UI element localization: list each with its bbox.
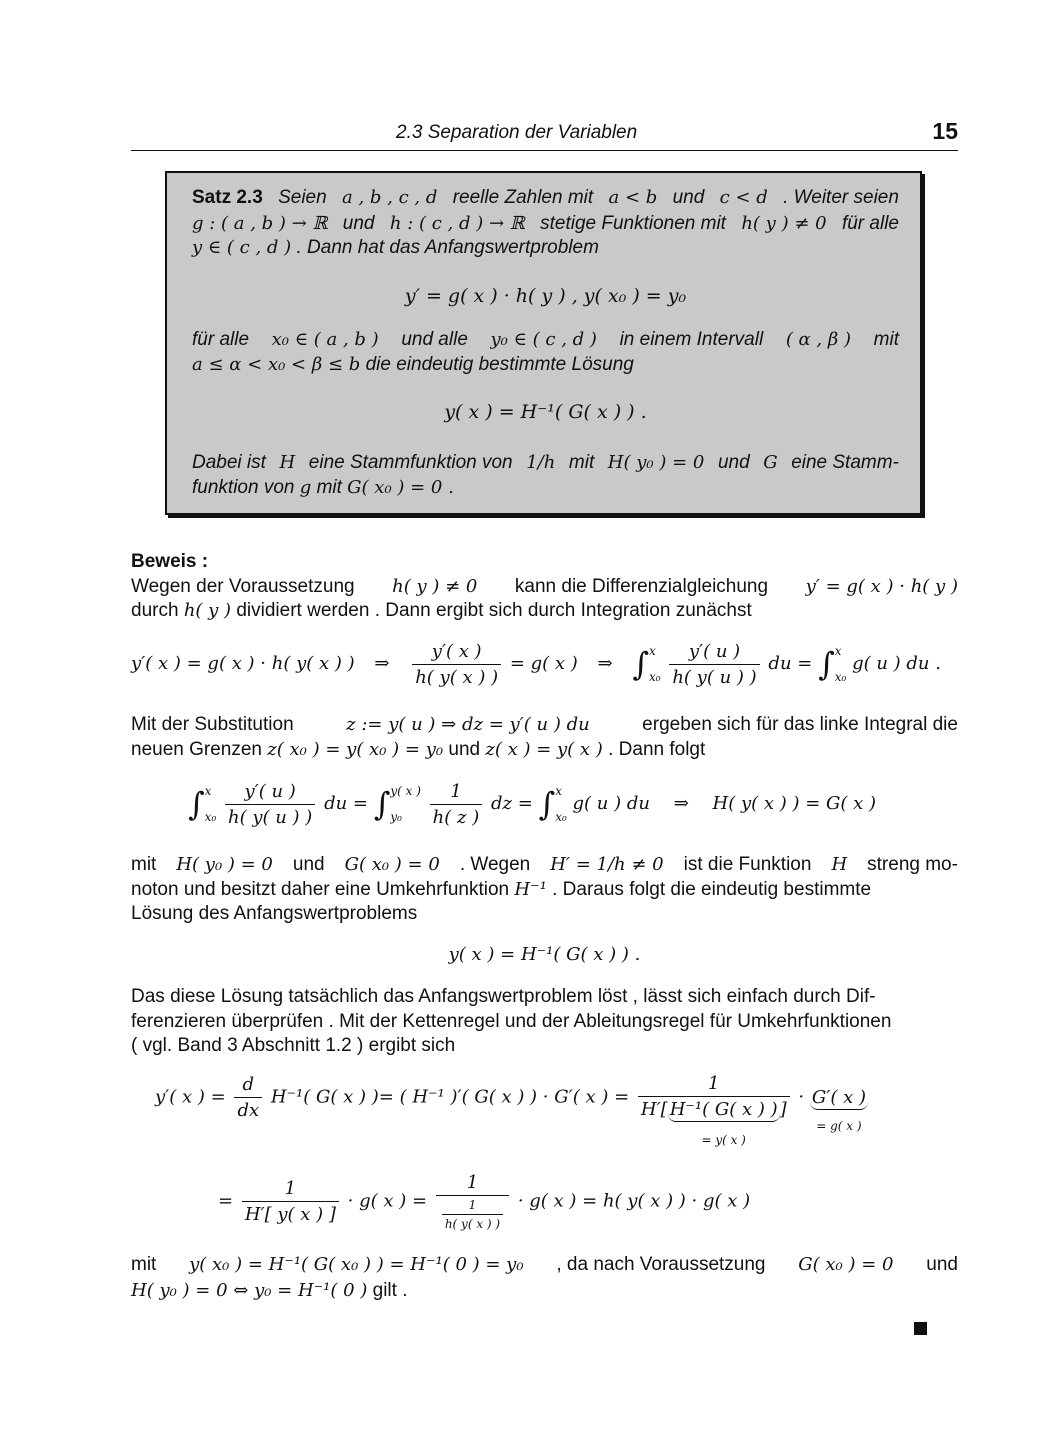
text: ergeben sich für das linke Integral die <box>642 714 958 735</box>
math: G( x₀ ) = 0 <box>344 854 440 875</box>
implies: ⇒ <box>597 653 613 674</box>
proof-p3-line-2 <box>131 879 958 901</box>
theorem-line-2 <box>192 213 899 235</box>
text: . Dann hat das Anfangswertproblem <box>296 237 599 258</box>
theorem-box <box>165 171 922 515</box>
math: z( x ) = y( x ) <box>485 739 603 760</box>
math: G( x₀ ) = 0 . <box>347 477 454 498</box>
theorem-line-7 <box>192 477 899 499</box>
theorem-equation-1: y′ = g( x ) · h( y ) , y( x₀ ) = y₀ <box>404 285 687 307</box>
denominator: h( y( u ) ) <box>672 666 757 688</box>
numerator: d <box>234 1074 262 1098</box>
proof-p5-line-1 <box>131 1254 958 1276</box>
underbraced-term: G′( x ) <box>811 1086 866 1108</box>
equation-6 <box>155 1073 868 1147</box>
math: ] <box>779 1099 787 1120</box>
text: und <box>342 213 375 234</box>
proof-p2-line-2 <box>131 739 958 761</box>
text: und <box>292 854 325 875</box>
theorem-equation-2: y( x ) = H⁻¹( G( x ) ) . <box>444 401 647 423</box>
math: y′ = g( x ) · h( y ) <box>805 576 958 597</box>
proof-p5-line-2 <box>131 1280 958 1302</box>
section-title: 2.3 Separation der Variablen <box>396 122 638 143</box>
numerator: y′( u ) <box>225 781 315 805</box>
proof-p3-line-1 <box>131 854 958 876</box>
math: H( y₀ ) = 0 ⇔ y₀ = H⁻¹( 0 ) <box>131 1280 368 1301</box>
math: H⁻¹ <box>514 879 547 900</box>
proof-p4-line-1: Das diese Lösung tatsächlich das Anfangswertproblem löst , lässt sich einfach durch Dif- <box>131 986 876 1007</box>
equation-5: y( x ) = H⁻¹( G( x ) ) . <box>448 944 641 965</box>
theorem-line-6 <box>192 452 899 474</box>
theorem-line-4 <box>192 329 899 351</box>
math: H′ = 1/h ≠ 0 <box>550 854 664 875</box>
numerator: 1 <box>638 1073 790 1097</box>
text: ist die Funktion <box>683 854 812 875</box>
text: kann die Differenzialgleichung <box>514 576 769 597</box>
underbraced-term: H⁻¹( G( x ) ) <box>669 1099 778 1120</box>
text: für alle <box>841 213 899 234</box>
text: funktion von <box>192 477 295 498</box>
math: y′( x ) = g( x ) · h( y( x ) ) <box>131 653 355 674</box>
integral-sign: ∫ <box>538 785 556 823</box>
fraction <box>669 641 759 688</box>
text: eine Stamm- <box>791 452 899 473</box>
text: mit <box>568 452 595 473</box>
math: du = <box>324 793 368 814</box>
math: = <box>218 1190 234 1212</box>
math: y ∈ ( c , d ) <box>192 237 292 258</box>
integral-sign: ∫ <box>373 785 391 823</box>
upper-limit: x <box>555 784 562 798</box>
text: und alle <box>401 329 468 350</box>
math: · g( x ) = h( y( x ) ) · g( x ) <box>517 1190 751 1212</box>
running-header <box>131 118 958 151</box>
denominator: h( y( u ) ) <box>227 806 313 828</box>
math: H( y₀ ) = 0 <box>607 452 705 473</box>
numerator: 1 <box>430 781 483 805</box>
numerator: 1 <box>242 1178 339 1202</box>
brace-label: = g( x ) <box>816 1118 862 1133</box>
theorem-line-3 <box>192 237 899 259</box>
math: G( x₀ ) = 0 <box>798 1254 894 1275</box>
integral-sign: ∫ <box>632 645 650 683</box>
denominator: H′[ y( x ) ] <box>244 1204 336 1225</box>
implies: ⇒ <box>673 793 689 814</box>
denominator: h( z ) <box>432 806 480 828</box>
math: g( u ) du . <box>852 653 941 674</box>
integral-sign: ∫ <box>188 785 205 823</box>
numerator: y′( u ) <box>669 641 759 665</box>
equation-4 <box>188 778 876 830</box>
math: h : ( c , d ) → ℝ <box>389 213 525 234</box>
text: noton und besitzt daher eine Umkehrfunktion <box>131 879 510 900</box>
lower-limit: x₀ <box>834 670 847 684</box>
text: streng mo- <box>867 854 958 875</box>
implies: ⇒ <box>374 653 390 674</box>
page-number: 15 <box>932 118 958 144</box>
math: y₀ ∈ ( c , d ) <box>490 329 597 350</box>
text: Wegen der Voraussetzung <box>131 576 355 597</box>
math: H′[ <box>640 1099 668 1120</box>
text: und <box>717 452 750 473</box>
brace-label: = y( x ) <box>701 1133 746 1147</box>
numerator: y′( x ) <box>412 641 501 665</box>
text: und <box>926 1254 958 1275</box>
text: mit <box>131 854 157 875</box>
math: dz = <box>490 793 533 814</box>
text: mit <box>131 1254 157 1275</box>
text: gilt . <box>372 1280 408 1301</box>
math: x₀ ∈ ( a , b ) <box>271 329 379 350</box>
text: eine Stammfunktion von <box>308 452 513 473</box>
fraction <box>638 1073 790 1147</box>
equation-3 <box>131 638 941 690</box>
math: z := y( u ) ⇒ dz = y′( u ) du <box>346 714 590 735</box>
text: für alle <box>192 329 250 350</box>
fraction <box>430 781 483 828</box>
lower-limit: x₀ <box>649 670 661 684</box>
denominator <box>638 1097 790 1147</box>
math: · <box>798 1086 805 1108</box>
math: H <box>279 452 296 473</box>
proof-p1-line-2 <box>131 600 958 622</box>
fraction <box>412 641 501 688</box>
theorem-label: Satz 2.3 <box>192 187 263 208</box>
math: h( y ) ≠ 0 <box>741 213 827 234</box>
text: , da nach Voraussetzung <box>556 1254 766 1275</box>
math: g <box>299 477 312 498</box>
text: durch <box>131 600 179 621</box>
math-fraction: 1/h <box>526 452 556 473</box>
math: a < b <box>608 187 658 208</box>
math: = g( x ) <box>509 653 578 674</box>
text: mit <box>873 329 899 350</box>
fraction <box>242 1178 339 1225</box>
upper-limit: x <box>649 644 656 658</box>
equation-7 <box>218 1172 750 1231</box>
math: du = <box>768 653 813 674</box>
math: a , b , c , d <box>342 187 438 208</box>
denominator <box>436 1196 509 1231</box>
text: reelle Zahlen mit <box>452 187 594 208</box>
text: . Dann folgt <box>608 739 706 760</box>
fraction <box>225 781 315 828</box>
math: y( x₀ ) = H⁻¹( G( x₀ ) ) = H⁻¹( 0 ) = y₀ <box>189 1254 524 1275</box>
lower-limit: x₀ <box>555 810 567 824</box>
text: Mit der Substitution <box>131 714 294 735</box>
fraction <box>436 1172 509 1231</box>
theorem-line-5 <box>192 354 899 376</box>
text: . Daraus folgt die eindeutig bestimmte <box>552 879 872 900</box>
upper-limit: x <box>204 784 212 798</box>
qed-square-icon <box>914 1322 927 1335</box>
text: und <box>448 739 481 760</box>
math: H⁻¹( G( x ) )= ( H⁻¹ )′( G( x ) ) · G′( x ) = <box>270 1086 630 1108</box>
text: . Weiter seien <box>783 187 899 208</box>
math: H <box>831 854 848 875</box>
math: · g( x ) = <box>347 1190 428 1212</box>
lower-limit: y₀ <box>390 810 402 824</box>
proof-heading: Beweis : <box>131 551 209 572</box>
text: . Wegen <box>459 854 531 875</box>
text: mit <box>316 477 342 498</box>
text: Dabei ist <box>192 452 266 473</box>
proof-p1-line-1 <box>131 576 958 598</box>
fraction <box>234 1074 262 1121</box>
theorem-line-1 <box>192 187 899 209</box>
text: neuen Grenzen <box>131 739 262 760</box>
text: stetige Funktionen mit <box>540 213 726 234</box>
text: und <box>672 187 705 208</box>
text: die eindeutig bestimmte Lösung <box>365 354 634 375</box>
math: H( y( x ) ) = G( x ) <box>712 793 877 814</box>
denominator: h( y( x ) ) <box>444 1217 501 1231</box>
math: h( y ) ≠ 0 <box>392 576 478 597</box>
lower-limit: x₀ <box>204 810 217 824</box>
math: g( u ) du <box>572 793 650 814</box>
math: a ≤ α < x₀ < β ≤ b <box>192 354 361 375</box>
math: ( α , β ) <box>785 329 852 350</box>
math: g : ( a , b ) → ℝ <box>192 213 328 234</box>
integral-sign: ∫ <box>818 645 835 683</box>
proof-p4-line-3: ( vgl. Band 3 Abschnitt 1.2 ) ergibt sich <box>131 1035 456 1056</box>
numerator: 1 <box>442 1198 503 1215</box>
proof-p3-line-3: Lösung des Anfangswertproblems <box>131 903 418 924</box>
text: dividiert werden . Dann ergibt sich durch Integration zunächst <box>236 600 752 621</box>
text: Seien <box>278 187 327 208</box>
denominator: h( y( x ) ) <box>415 666 499 688</box>
proof-p4-line-2: ferenzieren überprüfen . Mit der Kettenregel und der Ableitungsregel für Umkehrfunktionen <box>131 1011 892 1032</box>
denominator: dx <box>237 1100 260 1121</box>
proof-p2-line-1 <box>131 714 958 736</box>
math: c < d <box>719 187 768 208</box>
upper-limit: x <box>834 644 842 658</box>
math: z( x₀ ) = y( x₀ ) = y₀ <box>267 739 444 760</box>
math: y′( x ) = <box>155 1086 226 1108</box>
numerator: 1 <box>436 1172 509 1196</box>
upper-limit: y( x ) <box>390 784 421 798</box>
math: H( y₀ ) = 0 <box>176 854 273 875</box>
math: G <box>763 452 778 473</box>
math: h( y ) <box>183 600 232 621</box>
text: in einem Intervall <box>619 329 764 350</box>
